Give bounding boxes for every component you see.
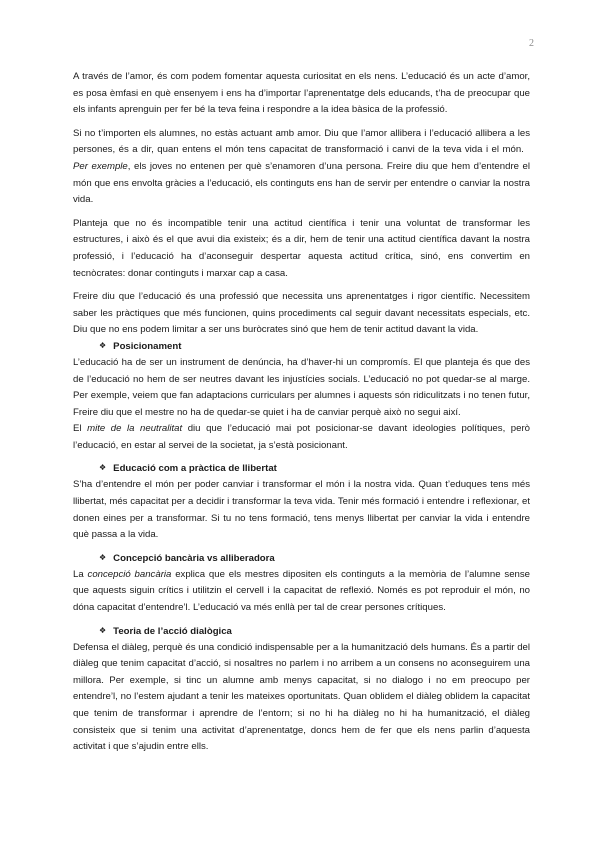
section-heading-dialogica xyxy=(73,624,530,640)
paragraph-text: diu que l’educació mai pot posicionar-se davant ideologies polítiques, però l’educació, en estar al servei de la societat, ja s’està posicionant. xyxy=(73,423,530,451)
paragraph-posicionament: L’educació ha de ser un instrument de denúncia, ha d’haver-hi un compromís. El que planteja és que des de l’educació no hem de ser neutres davant les injustícies socials. L’educació no pot quedar-se al marge. Per exemple, veiem que fan adaptacions curriculars per alumnes i aquests són ridiculitzats i no tenen futur, Freire diu que el mestre no ha de quedar-se quiet i ha de canviar perquè això no segui així. xyxy=(73,356,530,418)
section-heading-llibertat xyxy=(73,461,530,477)
paragraph-text: Si no t’importen els alumnes, no estàs actuant amb amor. Diu que l’amor allibera i l’educació allibera a les persones, és a dir, quan entens el món tens capacitat de transformació i canvi de la teva vida i el món. xyxy=(73,127,530,156)
section-heading-posicionament xyxy=(73,339,530,355)
diamond-bullet-icon: ❖ xyxy=(99,552,107,562)
paragraph-amor: A través de l’amor, és com podem fomentar aquesta curiositat en els nens. L’educació és un acte d’amor, es posa èmfasi en què ensenyem i ens ha d’importar l’aprenentatge dels educands, t’ha de preocupar que els infants aprenguin per fer bé la teva feina i respondre a la idea bàsica de la professió. xyxy=(73,71,530,116)
diamond-bullet-icon: ❖ xyxy=(99,463,107,473)
diamond-bullet-icon: ❖ xyxy=(99,340,107,350)
paragraph-text: explica que els mestres dipositen els continguts a la memòria de l’alumne sense que aquests siguin crítics i utilitzin el cervell i la capacitat de reflexió. Només es pot reproduir el món, no dóna capacitat d’entendre’l. L’educació va més enllà per tal de crear persones crítiques. xyxy=(73,568,531,614)
paragraph-alumnes xyxy=(73,126,530,209)
section-title: Posicionament xyxy=(113,340,182,352)
page-number: 2 xyxy=(529,38,534,49)
paragraph-text: , els joves no entenen per què s’enamoren d’una persona. Freire diu que hem d’entendre el món que ens envolta gràcies a l’educació, els continguts ens han de servir per entendre o canviar la nostra vida. xyxy=(73,160,530,206)
document-body xyxy=(73,69,530,756)
paragraph-bancaria xyxy=(73,567,530,617)
paragraph-actitud-cientifica: Planteja que no és incompatible tenir una actitud científica i tenir una voluntat de transformar les estructures, i això és el que avui dia existeix; és a dir, hem de tenir una actitud científica davant la nostra professió, i l’educació ha d’aconseguir despertar aquesta actitud crítica, sinó, ens convertim en tecnòcrates: donar continguts i marxar cap a casa. xyxy=(73,217,530,279)
paragraph-text: La xyxy=(73,568,88,580)
paragraph-llibertat: S’ha d’entendre el món per poder canviar i transformar el món i la nostra vida. Quan t’eduques tens més llibertat, més capacitat per a decidir i transformar la teva vida. Tenir més formació i entendre i reflexionar, et donen eines per a transformar. Si tu no tens formació, tens menys llibertat per canviar la vida i entendre què passa a la vida. xyxy=(73,479,530,541)
diamond-bullet-icon: ❖ xyxy=(99,625,107,635)
paragraph-neutralitat xyxy=(73,421,530,454)
paragraph-professio: Freire diu que l’educació és una professió que necessita uns aprenentatges i rigor científic. Necessitem saber les pràctiques que més funcionen, quins procediments cal seguir davant necessitats especials, etc. Diu que no ens podem limitar a ser uns buròcrates sinó que hem de tenir actitud davant la vida. xyxy=(73,291,530,336)
section-title: Concepció bancària vs alliberadora xyxy=(113,552,275,564)
emphasis-text: mite de la neutralitat xyxy=(87,423,183,435)
emphasis-text: Per exemple xyxy=(73,160,128,172)
section-title: Teoria de l’acció dialògica xyxy=(113,625,232,637)
paragraph-text: El xyxy=(73,423,88,435)
section-title: Educació com a pràctica de llibertat xyxy=(113,463,277,475)
paragraph-dialogica: Defensa el diàleg, perquè és una condició indispensable per a la humanització dels humans. És a partir del diàleg que tenim capacitat d’acció, si nosaltres no parlem i no arribem a un consens no aconseguirem una millora. Per exemple, si tinc un alumne amb menys capacitat, si no dialogo i no em preocupo per entendre’l, no l’estem ajudant a tenir les mateixes oportunitats. Quan oblidem el diàleg oblidem la capacitat que tenim de transformar i aprendre de l’entorn; si no hi ha diàleg no hi ha humanització, el diàleg consisteix que si tenim una activitat d’aprenentatge, doncs hem de fer que els nens parlin d’aquesta activitat i que s’ajudin entre ells. xyxy=(73,641,530,753)
section-heading-bancaria xyxy=(73,551,530,567)
emphasis-text: concepció bancària xyxy=(87,568,172,580)
